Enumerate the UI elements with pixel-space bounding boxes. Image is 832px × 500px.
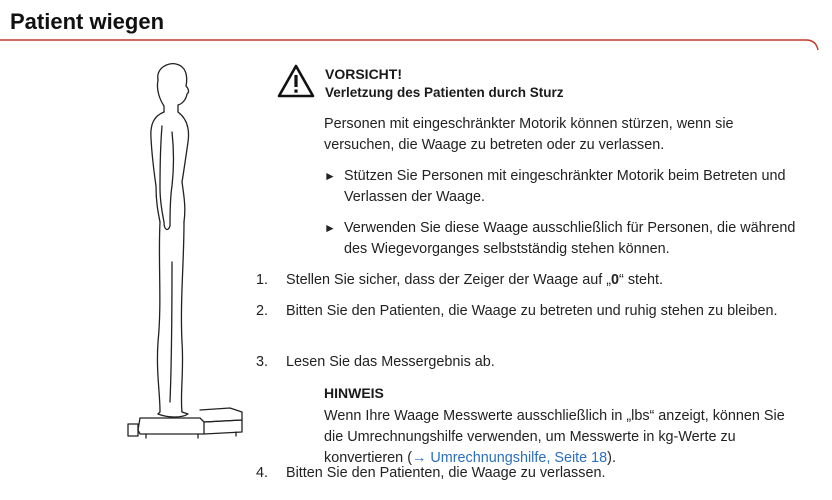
step-text: Lesen Sie das Messergebnis ab. — [286, 354, 495, 370]
warning-title: VORSICHT! — [325, 66, 402, 82]
warning-bullet: Stützen Sie Personen mit eingeschränkter Motorik beim Betreten und Verlassen der Waage. — [344, 168, 786, 205]
cross-reference-link[interactable]: → Umrechnungshilfe, Seite 18 — [411, 450, 608, 466]
note-text-part: Wenn Ihre Waage Messwerte ausschließlich in „lbs“ anzeigt, können Sie die Umrechnungshilfe verwenden, um Messwerte in kg-Werte zu konvertieren ( — [324, 408, 785, 466]
bullet-arrow-icon: ► — [324, 221, 336, 235]
step-text-part: “ steht. — [619, 272, 664, 288]
step-text-part: Stellen Sie sicher, dass der Zeiger der Waage auf „ — [286, 272, 612, 288]
patient-on-scale-illustration — [118, 62, 248, 442]
step-number: 4. — [256, 465, 269, 481]
warning-subtitle: Verletzung des Patienten durch Sturz — [325, 85, 564, 100]
note-text — [324, 406, 806, 469]
warning-description: Personen mit eingeschränkter Motorik können stürzen, wenn sie versuchen, die Waage zu betreten oder zu verlassen. — [324, 116, 734, 153]
step-text: Bitten Sie den Patienten, die Waage zu betreten und ruhig stehen zu bleiben. — [286, 303, 778, 319]
warning-bullet: Verwenden Sie diese Waage ausschließlich für Personen, die während des Wiegevorganges selbstständig stehen können. — [344, 220, 796, 257]
note-label: HINWEIS — [324, 385, 384, 401]
header-divider — [0, 0, 832, 60]
step-number: 1. — [256, 272, 269, 288]
step-text-bold: 0 — [611, 272, 620, 288]
bullet-arrow-icon: ► — [324, 169, 336, 183]
page-title: Patient wiegen — [10, 9, 165, 34]
step-number: 2. — [256, 303, 269, 319]
step-text: Bitten Sie den Patienten, die Waage zu verlassen. — [286, 465, 606, 481]
step-number: 3. — [256, 354, 269, 370]
step-text — [286, 270, 806, 291]
warning-triangle-icon — [276, 63, 316, 99]
note-text-part: ). — [607, 450, 616, 466]
